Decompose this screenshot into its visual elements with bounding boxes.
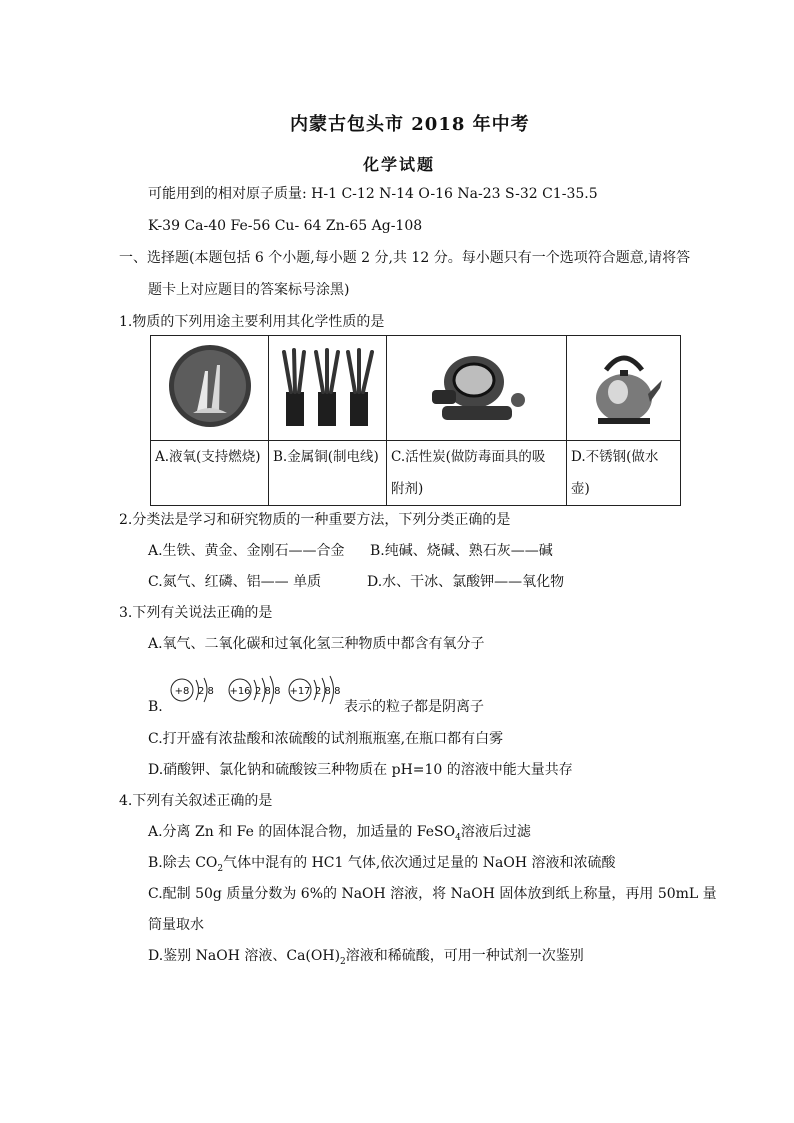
ion-3-electrons: 2 8 8 [315, 686, 341, 697]
question-3-option-b-suffix: 表示的粒子都是阴离子 [344, 699, 484, 715]
option-b-caption-text: B.金属铜(制电线) [273, 449, 379, 465]
q4-d-subscript: 2 [340, 956, 346, 967]
option-c-image [387, 336, 567, 441]
question-4-option-c-line-1: C.配制 50g 质量分数为 6%的 NaOH 溶液，将 NaOH 固体放到纸上称量，再用 50mL 量 [148, 886, 717, 902]
q4-a-text-1: A.分离 Zn 和 Fe 的固体混合物，加适量的 FeSO [148, 824, 456, 840]
question-2-option-a: A.生铁、黄金、金刚石——合金 [148, 543, 345, 559]
rocket-launch-icon [167, 343, 253, 429]
question-4-option-d [148, 946, 584, 972]
ion-3-nucleus: +17 [289, 686, 311, 697]
section-heading-line-2: 题卡上对应题目的答案标号涂黑) [148, 282, 350, 298]
atomic-structure-diagrams [162, 672, 344, 716]
question-2-stem: 2.分类法是学习和研究物质的一种重要方法，下列分类正确的是 [119, 512, 511, 528]
option-c-caption-line-2: 附剂) [391, 481, 424, 497]
option-c-caption-line-1: C.活性炭(做防毒面具的吸 [391, 449, 546, 465]
q4-b-subscript: 2 [217, 863, 224, 874]
kettle-icon [584, 344, 664, 428]
question-1-stem: 1.物质的下列用途主要利用其化学性质的是 [119, 314, 385, 330]
question-4-option-c-line-2: 筒量取水 [148, 917, 204, 933]
question-4-option-a [148, 822, 531, 848]
option-d-image [567, 336, 681, 441]
option-b-image [269, 336, 387, 441]
atomic-masses-line-2: K-39 Ca-40 Fe-56 Cu- 64 Zn-65 Ag-108 [148, 218, 423, 234]
option-d-caption-line-1: D.不锈钢(做水 [571, 449, 659, 465]
question-4-option-b [148, 853, 616, 879]
q4-b-text-1: B.除去 CO [148, 855, 218, 871]
question-2-option-c: C.氮气、红磷、铝—— 单质 [148, 574, 322, 590]
ion-1-nucleus: +8 [174, 686, 190, 697]
ion-2-nucleus: +16 [229, 686, 251, 697]
q4-a-subscript: 4 [455, 832, 461, 843]
question-2-option-b: B.纯碱、烧碱、熟石灰——碱 [370, 543, 553, 559]
option-a-caption-text: A.液氧(支持燃烧) [155, 449, 261, 465]
ion-2-electrons: 2 8 8 [255, 686, 281, 697]
question-4-stem: 4.下列有关叙述正确的是 [119, 793, 273, 809]
gas-mask-icon [422, 346, 532, 426]
q4-a-text-2: 溶液后过滤 [460, 824, 531, 840]
atomic-masses-line-1: 可能用到的相对原子质量: H-1 C-12 N-14 O-16 Na-23 S-32 C1-35.5 [148, 186, 598, 202]
question-1-options-table [150, 335, 681, 506]
page-title: 内蒙古包头市 2018 年中考 [290, 114, 530, 135]
page-subtitle: 化学试题 [363, 155, 436, 174]
option-d-caption-line-2: 壶) [571, 481, 590, 497]
question-3-option-c: C.打开盛有浓盐酸和浓硫酸的试剂瓶瓶塞,在瓶口都有白雾 [148, 731, 504, 747]
ion-structure-diagrams-icon [162, 672, 344, 712]
question-3-option-b-prefix: B. [148, 699, 163, 715]
q4-d-text-2: 溶液和稀硫酸，可用一种试剂一次鉴别 [345, 948, 584, 964]
option-b-caption [269, 441, 387, 506]
question-3-option-d: D.硝酸钾、氯化钠和硫酸铵三种物质在 pH=10 的溶液中能大量共存 [148, 762, 573, 778]
option-a-image [151, 336, 269, 441]
q4-d-text-1: D.鉴别 NaOH 溶液、Ca(OH) [148, 948, 341, 964]
question-2-option-d: D.水、干冰、氯酸钾——氧化物 [367, 574, 565, 590]
option-c-caption [387, 441, 567, 506]
ion-1-electrons: 2 8 [198, 686, 214, 697]
question-3-stem: 3.下列有关说法正确的是 [119, 605, 273, 621]
q4-b-text-2: 气体中混有的 HC1 气体,依次通过足量的 NaOH 溶液和浓硫酸 [223, 855, 616, 871]
option-a-caption [151, 441, 269, 506]
question-3-option-a: A.氧气、二氧化碳和过氧化氢三种物质中都含有氧分子 [148, 636, 485, 652]
option-d-caption [567, 441, 681, 506]
electric-wire-icon [276, 344, 380, 428]
section-heading-line-1: 一、选择题(本题包括 6 个小题,每小题 2 分,共 12 分。每小题只有一个选项符合题意,请将答 [119, 250, 691, 266]
